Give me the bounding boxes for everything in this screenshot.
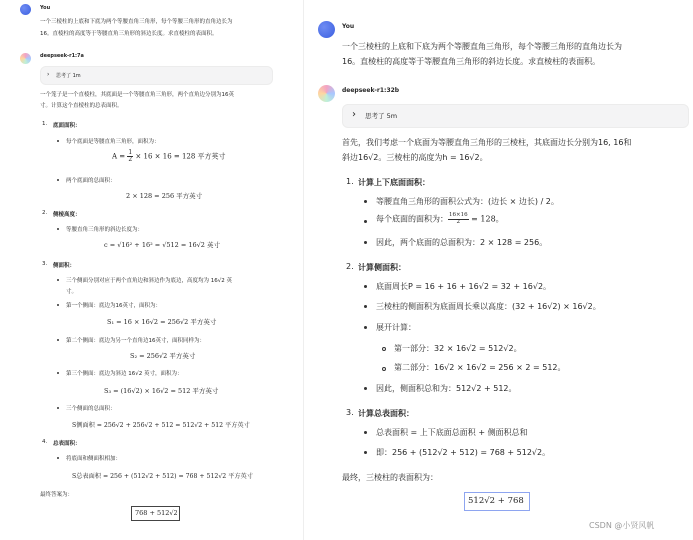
final-answer-value: 512√2 + 768 [468,496,524,506]
step-number-3: 3. [42,261,48,267]
math-equation: A = $\frac{1}{2}$ × 16 × 16 = 128 平方英寸 [112,149,226,163]
final-answer-value: 768 + 512√2 [135,509,178,517]
bullet-icon [364,451,367,454]
think-toggle[interactable] [40,66,273,85]
bullet-icon [364,200,367,203]
bullet-text: 三个侧面的总面积： [66,406,116,412]
bullet-text: 展开计算： [376,323,416,332]
bot-avatar [318,85,335,102]
bullet-icon [57,304,59,306]
bullet-icon [364,387,367,390]
step-title-1: 底面面积： [53,123,81,129]
bullet-icon [364,285,367,288]
intro-line2: 寸。计算这个直棱柱的总表面积。 [40,103,123,109]
bullet-text: 两个底面的总面积： [66,178,116,184]
final-answer-box [131,506,180,521]
step-title-2: 侧棱高度： [53,212,81,218]
intro-line2: 斜边16√2。三棱柱的高度为h = 16√2。 [342,153,488,162]
final-answer-label: 最终，三棱柱的表面积为： [342,473,438,482]
bullet-text: 三棱柱的侧面积为底面周长乘以高度：(32 + 16√2) × 16√2。 [376,302,601,311]
bullet-text: 第二个侧面：底边为另一个直角边16英寸，面积同样为： [66,338,206,344]
bullet-icon [57,228,59,230]
math-equation: S侧面积 = 256√2 + 256√2 + 512 = 512√2 + 512 平方英寸 [72,422,250,429]
bullet-icon [57,339,59,341]
step-title-3: 计算总表面积： [358,409,414,418]
intro-line1: 首先，我们考虑一个底面为等腰直角三角形的三棱柱，其底面边长分别为16, 16和 [342,138,632,147]
bullet-icon [57,457,59,459]
bullet-text: 即：256 + (512√2 + 512) = 768 + 512√2。 [376,448,551,457]
step-number-3: 3. [346,408,354,417]
bot-model-label: deepseek-r1:7a [40,53,84,59]
final-answer-box [464,492,530,511]
math-equation: 2 × 128 = 256 平方英寸 [126,192,203,200]
bullet-text: 第三个侧面：底边为斜边 16√2 英寸，面积为： [66,371,183,377]
bullet-text: 总表面积 = 上下底面总面积 + 侧面积总和 [376,428,528,437]
step-number-1: 1. [42,121,48,127]
user-question-line2: 16。直棱柱的高度等于等腰直角三角形的斜边长度。求直棱柱的表面积。 [342,57,601,66]
left-chat-panel [0,0,300,540]
intro-line1: 一个笼子是一个直棱柱，其底面是一个等腰直角三角形，两个直角边分别为16英 [40,92,235,98]
bullet-icon [364,305,367,308]
bullet-text: 每个底面是等腰直角三角形，面积为： [66,139,160,145]
bot-avatar [20,53,31,64]
step-title-3: 侧面积： [53,263,76,269]
final-answer-label: 最终答案为： [40,492,74,498]
bullet-text: 每个底面的面积为： $\frac{16\times 16}{2}$ = 128。 [376,212,504,225]
bullet-icon [364,431,367,434]
user-label: You [40,5,51,11]
step-title-2: 计算侧面积： [358,263,406,272]
math-equation: S₁ = 16 × 16√2 = 256√2 平方英寸 [107,318,217,326]
bullet-text: 等腰直角三角形的斜边长度为： [66,227,144,233]
user-avatar [318,21,335,38]
bullet-icon [57,179,59,181]
user-label: You [342,23,355,30]
bullet-text: 因此，侧面积总和为：512√2 + 512。 [376,384,517,393]
chevron-right-icon: › [47,71,50,78]
panel-divider [303,0,304,540]
bullet-icon [364,326,367,329]
math-equation: S₃ = (16√2) × 16√2 = 512 平方英寸 [104,387,219,395]
step-number-2: 2. [42,210,48,216]
math-equation: c = √16² + 16² = √512 = 16√2 英寸 [104,241,221,249]
math-equation: S₂ = 256√2 平方英寸 [130,352,196,360]
watermark: CSDN @小贤风帆 [589,521,655,530]
user-question-line1: 一个三棱柱的上底和下底为两个等腰直角三角形，每个等腰三角形的直角边长为 [342,42,622,51]
sub-bullet-icon [382,347,386,351]
think-label: 思考了 5m [365,112,398,120]
right-chat-panel [306,0,693,540]
bullet-icon [364,220,367,223]
bullet-icon [364,241,367,244]
step-number-2: 2. [346,262,354,271]
bullet-text: 将底面和侧面积相加： [66,456,122,462]
sub-bullet-text: 第一部分：32 × 16√2 = 512√2。 [394,344,522,353]
bullet-icon [57,407,59,409]
bullet-icon [57,140,59,142]
bullet-text-cont: 寸。 [66,289,78,295]
think-label: 思考了 1m [56,73,81,79]
bullet-text: 等腰直角三角形的面积公式为：(边长 × 边长) / 2。 [376,197,559,206]
step-title-1: 计算上下底面面积： [358,178,430,187]
bot-model-label: deepseek-r1:32b [342,87,400,94]
chevron-right-icon: › [352,109,356,120]
user-question-line1: 一个三棱柱的上底和下底为两个等腰直角三角形，每个等腰三角形的直角边长为 [40,19,233,25]
sub-bullet-icon [382,367,386,371]
sub-bullet-text: 第二部分：16√2 × 16√2 = 256 × 2 = 512。 [394,363,566,372]
math-equation: S总表面积 = 256 + (512√2 + 512) = 768 + 512√2 平方英寸 [72,473,253,480]
bullet-icon [57,279,59,281]
bullet-text: 第一个侧面：底边为16英寸，面积为： [66,303,161,309]
bullet-text: 因此，两个底面的总面积为：2 × 128 = 256。 [376,238,548,247]
bullet-text: 三个侧面分别对应于两个直角边和斜边作为底边，高度均为 16√2 英 [66,278,233,284]
step-title-4: 总表面积： [53,441,81,447]
bullet-text: 底面周长P = 16 + 16 + 16√2 = 32 + 16√2。 [376,282,552,291]
bullet-icon [57,372,59,374]
step-number-1: 1. [346,177,354,186]
think-toggle[interactable] [342,104,689,128]
user-question-line2: 16。直棱柱的高度等于等腰直角三角形的斜边长度。求直棱柱的表面积。 [40,31,218,37]
user-avatar [20,4,31,15]
step-number-4: 4. [42,439,48,445]
